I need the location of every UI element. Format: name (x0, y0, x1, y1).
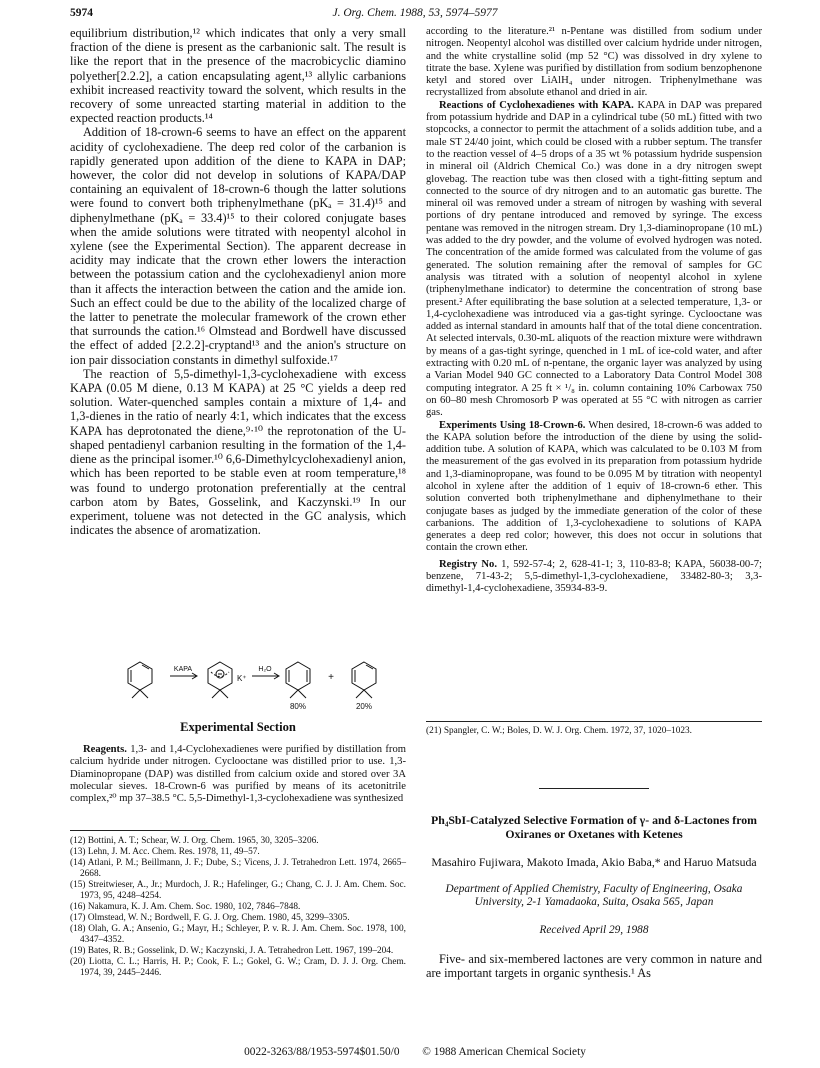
paragraph-literature: according to the literature.²¹ n-Pentane was distilled from sodium under nitrogen. Neopentyl alcohol was distilled over calcium hydride under nitrogen, and the white crystalline solid (mp 52 °C) was dissolved in dry xylene to titrate the base. Xylene was purified by distillation from sodium benzophenone ketyl and stored over LiAlH₄ under nitrogen. Triphenylmethane was recrystallized from absolute ethanol and dried in air. (426, 26, 762, 99)
footnote-20: (20) Liotta, C. L.; Harris, H. P.; Cook, F. L.; Gokel, G. W.; Cram, D. J. J. Org. Chem. 1974, 39, 2445–2446. (70, 957, 406, 978)
journal-citation: J. Org. Chem. 1988, 53, 5974–5977 (332, 7, 498, 19)
scheme-reagent-water: H₂O (258, 666, 272, 673)
experimental-section (70, 720, 406, 805)
registry-numbers (426, 559, 762, 596)
footnote-rule-right (426, 721, 762, 722)
footnote-15: (15) Streitwieser, A., Jr.; Murdoch, J. R.; Hafelinger, G.; Chang, C. J. J. Am. Chem. Soc. 1973, 95, 4248–4254. (70, 880, 406, 901)
article-affiliation: Department of Applied Chemistry, Faculty of Engineering, Osaka University, 2-1 Yamadaoka, Suita, Osaka 565, Japan (445, 883, 743, 909)
footnote-19: (19) Bates, R. B.; Gosselink, D. W.; Kaczynski, J. A. Tetrahedron Lett. 1967, 199–204. (70, 946, 394, 956)
article-title: Ph₄SbI-Catalyzed Selective Formation of γ- and δ-Lactones from Oxiranes or Oxetanes with Ketenes (431, 813, 757, 841)
cyclohexadienyl-anion-structure (208, 662, 232, 698)
article-code: 0022-3263/88/1953-5974$01.50/0 (244, 1046, 400, 1058)
footnote-18: (18) Olah, G. A.; Ansenio, G.; Mayr, H.; Schleyer, P. v. R. J. Am. Chem. Soc. 1978, 100, 4347–4352. (70, 924, 406, 945)
article-authors: Masahiro Fujiwara, Makoto Imada, Akio Baba,* and Haruo Matsuda (431, 855, 757, 869)
article-separator (539, 788, 649, 789)
left-footnotes (70, 830, 406, 979)
product-1-4-diene-structure (286, 662, 310, 698)
reagents-text: 1,3- and 1,4-Cyclohexadienes were purified by distillation from calcium hydride under nitrogen. Cyclooctane was distilled prior to use. 1,3-Diaminopropane (DAP) was distilled from calcium oxide and stored over 3A molecular sieves. 18-Crown-6 was purified by means of its acetonitrile complex,²⁰ mp 37–38.5 °C. 5,5-Dimethyl-1,3-cyclohexadiene was synthesized (70, 744, 406, 805)
right-column (426, 26, 762, 596)
scheme-reagent-kapa: KAPA (173, 666, 193, 673)
page-footer (70, 1046, 760, 1058)
right-footnote-block (426, 721, 762, 737)
registry-text: 1, 592-57-4; 2, 628-41-1; 3, 110-83-8; KAPA, 56038-00-7; benzene, 71-43-2; 5,5-dimethyl-1,3-cyclohexadiene, 33482-80-3; 3,3-dimethyl-1,4-cyclohexadiene, 35934-83-9. (426, 558, 762, 595)
footnote-12: (12) Bottini, A. T.; Schear, W. J. Org. Chem. 1965, 30, 3205–3206. (70, 836, 319, 846)
page-number: 5974 (70, 7, 93, 19)
reagents-runin: Reagents. (83, 744, 127, 755)
running-header (70, 7, 760, 23)
paragraph-dimethyl-diene: The reaction of 5,5-dimethyl-1,3-cyclohexadiene with excess KAPA (0.05 M diene, 0.13 M KAPA) at 25 °C yields a deep red solution. Water-quenched samples contain a mixture of 1,4- and 1,3-dienes in the ratio of nearly 4:1, which indicates that the excess KAPA has deprotonated the diene,⁹·¹⁰ the reprotonation of the U-shaped pentadienyl carbanion resulting in the formation of the 1,4-diene as the principal isomer.¹⁰ 6,6-Dimethylcyclohexadienyl anion, which has been reported to be stable even at room temperature,¹⁸ was found to undergo protonation preferentially at the central carbon atom by Bates, Gosselink, and Kaczynski.¹⁹ In our experiment, toluene was not detected in the GC analysis, which indicates the absence of aromatization. (70, 366, 406, 538)
scheme-plus: + (328, 672, 334, 683)
paragraph-crown-ether: Addition of 18-crown-6 seems to have an effect on the apparent acidity of cyclohexadiene. The deep red color of the carbanion is rapidly generated upon addition of the diene to KAPA in DAP; however, the color did not develop in solutions of KAPA/DAP containing an equivalent of 18-crown-6 though the latter solutions were found to convert both triphenylmethane (pKₐ = 31.4)¹⁵ and diphenylmethane (pKₐ = 33.4)¹⁵ to their colored conjugate bases when the amide solutions were titrated with neopentyl alcohol in xylene (see the Experimental Section). The apparent decrease in acidity may indicate that the crown ether lowers the interaction between the potassium cation and the cyclohexadienyl anion more than it affects the interaction between the cation and the amide ion. Such an effect could be due to the ability of the localized charge of the latter to penetrate the molecular framework of the crown ether that surrounds the cation.¹⁶ Olmstead and Bordwell have discussed the effect of added [2.2.2]-cryptand¹³ and the anion's structure on ion pair dissociation constants in dimethyl sulfoxide.¹⁷ (70, 125, 406, 367)
footnote-16: (16) Nakamura, K. J. Am. Chem. Soc. 1980, 102, 7846–7848. (70, 902, 301, 912)
crown-text: When desired, 18-crown-6 was added to the KAPA solution before the introduction of the diene by using the solid-addition tube. A solution of KAPA, which was calculated to be 0.103 M from the measurement of the gas evolved in its preparation from potassium hydride and 1,3-diaminopropane, was found to be 0.095 M by titration with neopentyl alcohol in xylene after the addition of 1 equiv of 18-crown-6 ether. This solution converted both triphenylmethane and diphenylmethane to their conjugate bases as judged by the immediate generation of the color of these carbanions. The addition of 1,3-cyclohexadiene to solutions of KAPA generates a deep red color; however, this does not occur in solutions that contain the crown ether. (426, 419, 762, 554)
reagents-paragraph (70, 744, 406, 805)
paragraph-crown-experiments (426, 420, 762, 555)
reactions-text: KAPA in DAP was prepared from potassium hydride and DAP in a cylindrical tube (50 mL) fitted with two stopcocks, a connector to permit the attachment of a solids addition tube, and a male ST 24/40 joint, which could be closed with a rubber septum. The transfer to the reaction vessel of 4–5 drops of a 35 wt % potassium hydride suspension in mineral oil (Aldrich Chemical Co.) was done in a dry nitrogen swept glovebag. The reaction tube was then closed with a tight-fitting septum and connected to the source of dry nitrogen and to an automatic gas burette. The mineral oil was removed under a stream of nitrogen by washing with several portions of dry pentane introduced and removed by syringe. The excess pentane was removed in the nitrogen stream. Dry 1,3-diaminopropane (10 mL) was added to the dry powder, and the volume of evolved hydrogen was noted. The concentration of the amide formed was calculated from the volume of gas generated. The solution remaining after the removal of samples for GC analysis was titrated with a solution of neopentyl alcohol in xylene (triphenylmethane indicator) to determine the concentration of strong base present.² After equilibrating the base solution at a selected temperature, 1,3- or 1,4-cyclohexadiene was introduced via a gas-tight syringe. Cyclooctane was added as internal standard in amounts half that of the total diene concentration. At selected intervals, 0.30-mL aliquots of the reaction mixture were withdrawn by means of a gas-tight syringe, quenched in 1 mL of ice-cold water, and after extracting with 0.20 mL of n-pentane, the organic layer was analyzed by using a Varian Model 940 GC connected to a Laboratory Data Control Model 308 computing integrator. A 25 ft × ¹/₈ in. column containing 10% Carbowax 750 on 60–80 mesh Chromosorb P was operated at 55 °C with nitrogen as carrier gas. (426, 99, 762, 419)
registry-runin: Registry No. (439, 558, 498, 570)
cyclohexadiene-gem-dimethyl-structure (128, 662, 152, 698)
experimental-heading: Experimental Section (180, 720, 296, 734)
footnote-13: (13) Lehn, J. M. Acc. Chem. Res. 1978, 11, 49–57. (70, 847, 260, 857)
footnote-14: (14) Atlani, P. M.; Beillmann, J. F.; Dube, S.; Vicens, J. J. Tetrahedron Lett. 1974, 2665–2668. (70, 858, 406, 879)
article-intro: Five- and six-membered lactones are very common in nature and are important targets in organic synthesis.¹ As (426, 951, 762, 981)
yield-1-3-diene: 20% (355, 702, 373, 710)
paragraph-equilibrium: equilibrium distribution,¹² which indicates that only a very small fraction of the diene is present as the carbanionic salt. The result is like the report that in the presence of the macrobicyclic diamino polyether[2.2.2], a cation encapsulating agent,¹³ allylic carbanions exhibit increased reactivity toward the solvent, which results in the recovery of some unreacted starting material in addition to the expected reaction products.¹⁴ (70, 26, 406, 126)
yield-1-4-diene: 80% (289, 702, 307, 710)
copyright: © 1988 American Chemical Society (422, 1046, 586, 1058)
left-column (70, 26, 406, 537)
footnote-17: (17) Olmstead, W. N.; Bordwell, F. G. J. Org. Chem. 1980, 45, 3299–3305. (70, 913, 350, 923)
product-1-3-diene-structure (352, 662, 376, 698)
paragraph-reactions-kapa (426, 100, 762, 420)
reaction-scheme (70, 648, 406, 710)
next-article (426, 788, 762, 980)
reactions-runin: Reactions of Cyclohexadienes with KAPA. (439, 99, 634, 111)
footnote-21: (21) Spangler, C. W.; Boles, D. W. J. Org. Chem. 1972, 37, 1020–1023. (426, 726, 692, 736)
footnote-rule (70, 830, 220, 831)
received-date: Received April 29, 1988 (539, 923, 649, 936)
crown-runin: Experiments Using 18-Crown-6. (439, 419, 586, 431)
scheme-potassium-ion: K⁺ (237, 674, 247, 683)
